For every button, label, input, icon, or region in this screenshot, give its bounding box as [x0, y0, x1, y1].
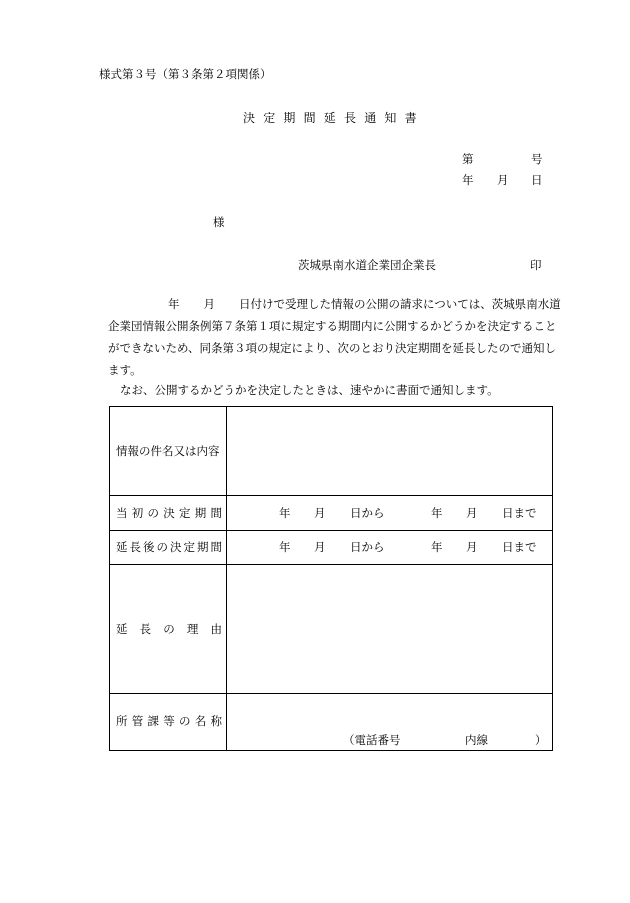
document-title: 決定期間延長通知書 [243, 111, 425, 125]
seal-mark: 印 [530, 258, 542, 272]
phone-close-paren: ） [535, 733, 547, 747]
body-month: 月 [203, 297, 215, 311]
extended-end-year: 年 [431, 540, 443, 554]
table-row-divider [110, 495, 552, 496]
initial-start-month: 月 [314, 506, 326, 520]
subject-label: 情報の件名又は内容 [116, 444, 220, 458]
body-line-5: なお、公開するかどうかを決定したときは、速やかに書面で通知します。 [120, 383, 499, 397]
issuer-name: 茨城県南水道企業団企業長 [298, 258, 436, 272]
extended-end-day: 日まで [502, 540, 537, 554]
extended-start-year: 年 [279, 540, 291, 554]
body-line-1 [108, 297, 561, 311]
initial-start-year: 年 [279, 506, 291, 520]
extended-period-label: 延長後の決定期間 [116, 540, 222, 554]
issue-date-month: 月 [497, 173, 509, 187]
phone-number-label: （電話番号 [343, 733, 401, 747]
section-name-label: 所管課等の名称 [116, 714, 222, 728]
issue-number-suffix: 号 [531, 152, 543, 166]
body-line-3: ができないため、同条第３項の規定により、次のとおり決定期間を延長したので通知し [108, 341, 557, 355]
table-row-divider [110, 693, 552, 694]
table-row-divider [110, 564, 552, 565]
initial-end-month: 月 [466, 506, 478, 520]
extended-end-month: 月 [466, 540, 478, 554]
extended-start-month: 月 [314, 540, 326, 554]
issue-date-day: 日 [531, 173, 543, 187]
body-line-4: ます。 [108, 363, 142, 377]
extended-start-day: 日から [350, 540, 385, 554]
body-line-1-text: 日付けで受理した情報の公開の請求については、茨城県南水道 [239, 297, 561, 311]
body-line-2: 企業団情報公開条例第７条第１項に規定する期間内に公開するかどうかを決定すること [108, 319, 557, 333]
addressee-honorific: 様 [213, 215, 225, 229]
body-year: 年 [168, 297, 180, 311]
initial-end-day: 日まで [502, 506, 537, 520]
extension-label: 内線 [465, 733, 488, 747]
extension-table [109, 406, 553, 751]
form-number: 様式第３号（第３条第２項関係） [99, 67, 272, 81]
table-row-divider [110, 530, 552, 531]
issue-number-prefix: 第 [462, 152, 474, 166]
reason-label: 延長の理由 [116, 622, 222, 636]
table-column-divider [226, 407, 227, 750]
issue-date-year: 年 [462, 173, 474, 187]
initial-end-year: 年 [431, 506, 443, 520]
initial-period-label: 当初の決定期間 [116, 506, 222, 520]
initial-start-day: 日から [350, 506, 385, 520]
